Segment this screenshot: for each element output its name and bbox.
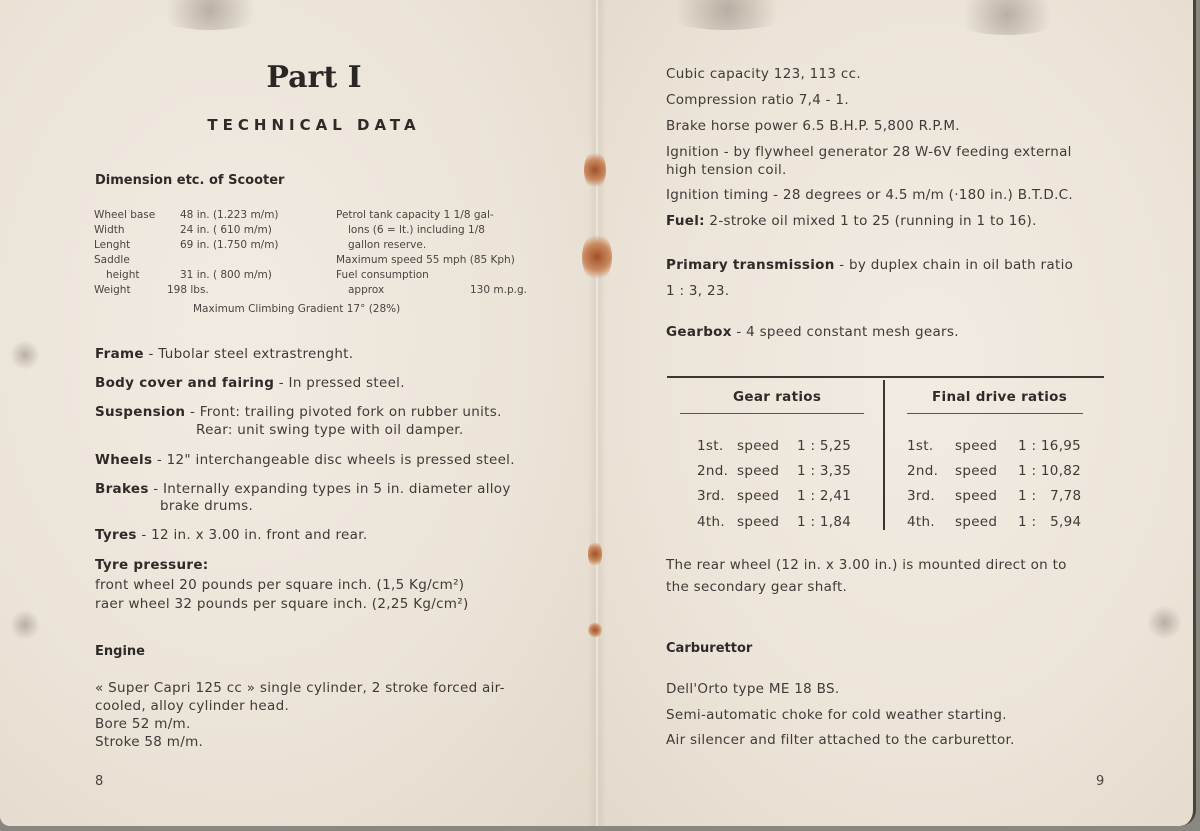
gear-ratio: 1 : 1,84 bbox=[797, 514, 852, 530]
table-top-rule bbox=[667, 376, 1104, 378]
spec-line: Fuel consumption bbox=[336, 269, 429, 281]
suspension-text: - Front: trailing pivoted fork on rubber units. bbox=[185, 404, 502, 420]
stain bbox=[947, 0, 1067, 35]
rust-stain bbox=[588, 622, 602, 638]
tyres-text: - 12 in. x 3.00 in. front and rear. bbox=[136, 527, 368, 543]
dim-value: 48 in. (1.223 m/m) bbox=[180, 209, 279, 221]
table-divider bbox=[883, 380, 885, 530]
dim-value: 69 in. (1.750 m/m) bbox=[180, 239, 279, 251]
gearbox-spec bbox=[666, 324, 959, 340]
stain bbox=[657, 0, 797, 30]
speed-label: speed bbox=[955, 463, 998, 479]
frame-spec bbox=[95, 346, 353, 362]
engine-spec-line: Brake horse power 6.5 B.H.P. 5,800 R.P.M. bbox=[666, 118, 960, 134]
wheels-text: - 12" interchangeable disc wheels is pressed steel. bbox=[152, 452, 515, 468]
gear-label: 2nd. bbox=[697, 463, 729, 479]
gear-ratio: 1 : 3,35 bbox=[797, 463, 852, 479]
final-ratio: 1 : 7,78 bbox=[1018, 488, 1082, 504]
final-ratio: 1 : 16,95 bbox=[1018, 438, 1082, 454]
carburettor-heading: Carburettor bbox=[666, 641, 753, 656]
header-underline bbox=[907, 413, 1083, 414]
rust-stain bbox=[582, 232, 612, 282]
speed-label: speed bbox=[737, 488, 780, 504]
carburettor-line: Dell'Orto type ME 18 BS. bbox=[666, 681, 840, 697]
stain bbox=[150, 0, 270, 30]
spec-line: gallon reserve. bbox=[348, 239, 427, 251]
engine-line: « Super Capri 125 cc » single cylinder, 2 stroke forced air- bbox=[95, 680, 505, 696]
speed-label: speed bbox=[955, 438, 998, 454]
final-drive-header: Final drive ratios bbox=[932, 389, 1068, 405]
rear-wheel-line: the secondary gear shaft. bbox=[666, 579, 848, 595]
engine-spec-line: Ignition timing - 28 degrees or 4.5 m/m (·180 in.) B.T.D.C. bbox=[666, 187, 1074, 203]
brakes-spec bbox=[95, 481, 511, 497]
page-number: 8 bbox=[95, 774, 104, 789]
tyres-label: Tyres bbox=[95, 527, 137, 543]
final-gear-label: 3rd. bbox=[907, 488, 935, 504]
fuel-label: Fuel: bbox=[666, 213, 705, 229]
engine-line: Bore 52 m/m. bbox=[95, 716, 191, 732]
speed-label: speed bbox=[737, 463, 780, 479]
gear-label: 1st. bbox=[697, 438, 724, 454]
body-text: - In pressed steel. bbox=[274, 375, 405, 391]
dimension-heading: Dimension etc. of Scooter bbox=[95, 173, 285, 188]
tyre-pressure-heading: Tyre pressure: bbox=[95, 557, 209, 573]
final-gear-label: 4th. bbox=[907, 514, 935, 530]
page-number: 9 bbox=[1096, 774, 1105, 789]
spec-line: Maximum speed 55 mph (85 Kph) bbox=[336, 254, 515, 266]
suspension-label: Suspension bbox=[95, 404, 186, 420]
carburettor-line: Semi-automatic choke for cold weather starting. bbox=[666, 707, 1007, 723]
stain bbox=[10, 340, 40, 370]
wheels-spec bbox=[95, 452, 515, 468]
section-title: TECHNICAL DATA bbox=[207, 116, 421, 134]
fuel-spec bbox=[666, 213, 1037, 229]
carburettor-line: Air silencer and filter attached to the carburettor. bbox=[666, 732, 1015, 748]
dim-value: 31 in. ( 800 m/m) bbox=[180, 269, 272, 281]
final-ratio: 1 : 5,94 bbox=[1018, 514, 1082, 530]
gear-ratios-header: Gear ratios bbox=[733, 389, 822, 405]
spec-line: lons (6 = lt.) including 1/8 bbox=[348, 224, 485, 236]
dim-label: Saddle bbox=[94, 254, 130, 266]
brakes-text: - Internally expanding types in 5 in. diameter alloy bbox=[148, 481, 511, 497]
brakes-label: Brakes bbox=[95, 481, 149, 497]
book-gutter bbox=[588, 0, 606, 826]
engine-line: cooled, alloy cylinder head. bbox=[95, 698, 290, 714]
brakes-text-2: brake drums. bbox=[160, 498, 254, 514]
climbing-gradient: Maximum Climbing Gradient 17° (28%) bbox=[193, 303, 401, 315]
rear-wheel-line: The rear wheel (12 in. x 3.00 in.) is mounted direct on to bbox=[666, 557, 1067, 573]
frame-label: Frame bbox=[95, 346, 144, 362]
stain bbox=[1147, 605, 1182, 640]
suspension-text-2: Rear: unit swing type with oil damper. bbox=[196, 422, 464, 438]
dim-label: Lenght bbox=[94, 239, 131, 251]
primary-text: - by duplex chain in oil bath ratio bbox=[834, 257, 1074, 273]
body-spec bbox=[95, 375, 405, 391]
stain bbox=[10, 610, 40, 640]
tyres-spec bbox=[95, 527, 367, 543]
speed-label: speed bbox=[737, 438, 780, 454]
dim-value: 24 in. ( 610 m/m) bbox=[180, 224, 272, 236]
engine-spec-line: Ignition - by flywheel generator 28 W-6V feeding external bbox=[666, 144, 1072, 160]
consumption-label: approx bbox=[348, 284, 385, 296]
header-underline bbox=[680, 413, 864, 414]
gear-ratio: 1 : 5,25 bbox=[797, 438, 852, 454]
speed-label: speed bbox=[955, 514, 998, 530]
final-gear-label: 1st. bbox=[907, 438, 934, 454]
consumption-value: 130 m.p.g. bbox=[470, 284, 527, 296]
gear-label: 3rd. bbox=[697, 488, 725, 504]
dim-label: Weight bbox=[94, 284, 131, 296]
body-label: Body cover and fairing bbox=[95, 375, 275, 391]
primary-text-2: 1 : 3, 23. bbox=[666, 283, 730, 299]
suspension-spec bbox=[95, 404, 502, 420]
spec-line: Petrol tank capacity 1 1/8 gal- bbox=[336, 209, 494, 221]
primary-transmission-spec bbox=[666, 257, 1073, 273]
speed-label: speed bbox=[955, 488, 998, 504]
dim-label: Wheel base bbox=[94, 209, 156, 221]
gearbox-text: - 4 speed constant mesh gears. bbox=[731, 324, 959, 340]
engine-spec-line: Compression ratio 7,4 - 1. bbox=[666, 92, 849, 108]
frame-text: - Tubolar steel extrastrenght. bbox=[143, 346, 354, 362]
fuel-text: 2-stroke oil mixed 1 to 25 (running in 1 to 16). bbox=[704, 213, 1037, 229]
rust-stain bbox=[584, 150, 606, 190]
part-title: Part I bbox=[266, 60, 362, 95]
final-gear-label: 2nd. bbox=[907, 463, 939, 479]
dim-value: 198 lbs. bbox=[167, 284, 209, 296]
gear-row bbox=[697, 438, 723, 454]
primary-label: Primary transmission bbox=[666, 257, 835, 273]
tyre-pressure-rear: raer wheel 32 pounds per square inch. (2,25 Kg/cm²) bbox=[95, 596, 469, 612]
gearbox-label: Gearbox bbox=[666, 324, 732, 340]
speed-label: speed bbox=[737, 514, 780, 530]
tyre-pressure-front: front wheel 20 pounds per square inch. (1,5 Kg/cm²) bbox=[95, 577, 465, 593]
engine-heading: Engine bbox=[95, 644, 145, 659]
left-page bbox=[0, 0, 597, 826]
engine-line: Stroke 58 m/m. bbox=[95, 734, 204, 750]
wheels-label: Wheels bbox=[95, 452, 153, 468]
rust-stain bbox=[588, 540, 602, 568]
dim-label: Width bbox=[94, 224, 125, 236]
gear-ratio: 1 : 2,41 bbox=[797, 488, 852, 504]
final-ratio: 1 : 10,82 bbox=[1018, 463, 1082, 479]
dim-label: height bbox=[106, 269, 140, 281]
engine-spec-line: high tension coil. bbox=[666, 162, 787, 178]
gear-label: 4th. bbox=[697, 514, 725, 530]
engine-spec-line: Cubic capacity 123, 113 cc. bbox=[666, 66, 861, 82]
